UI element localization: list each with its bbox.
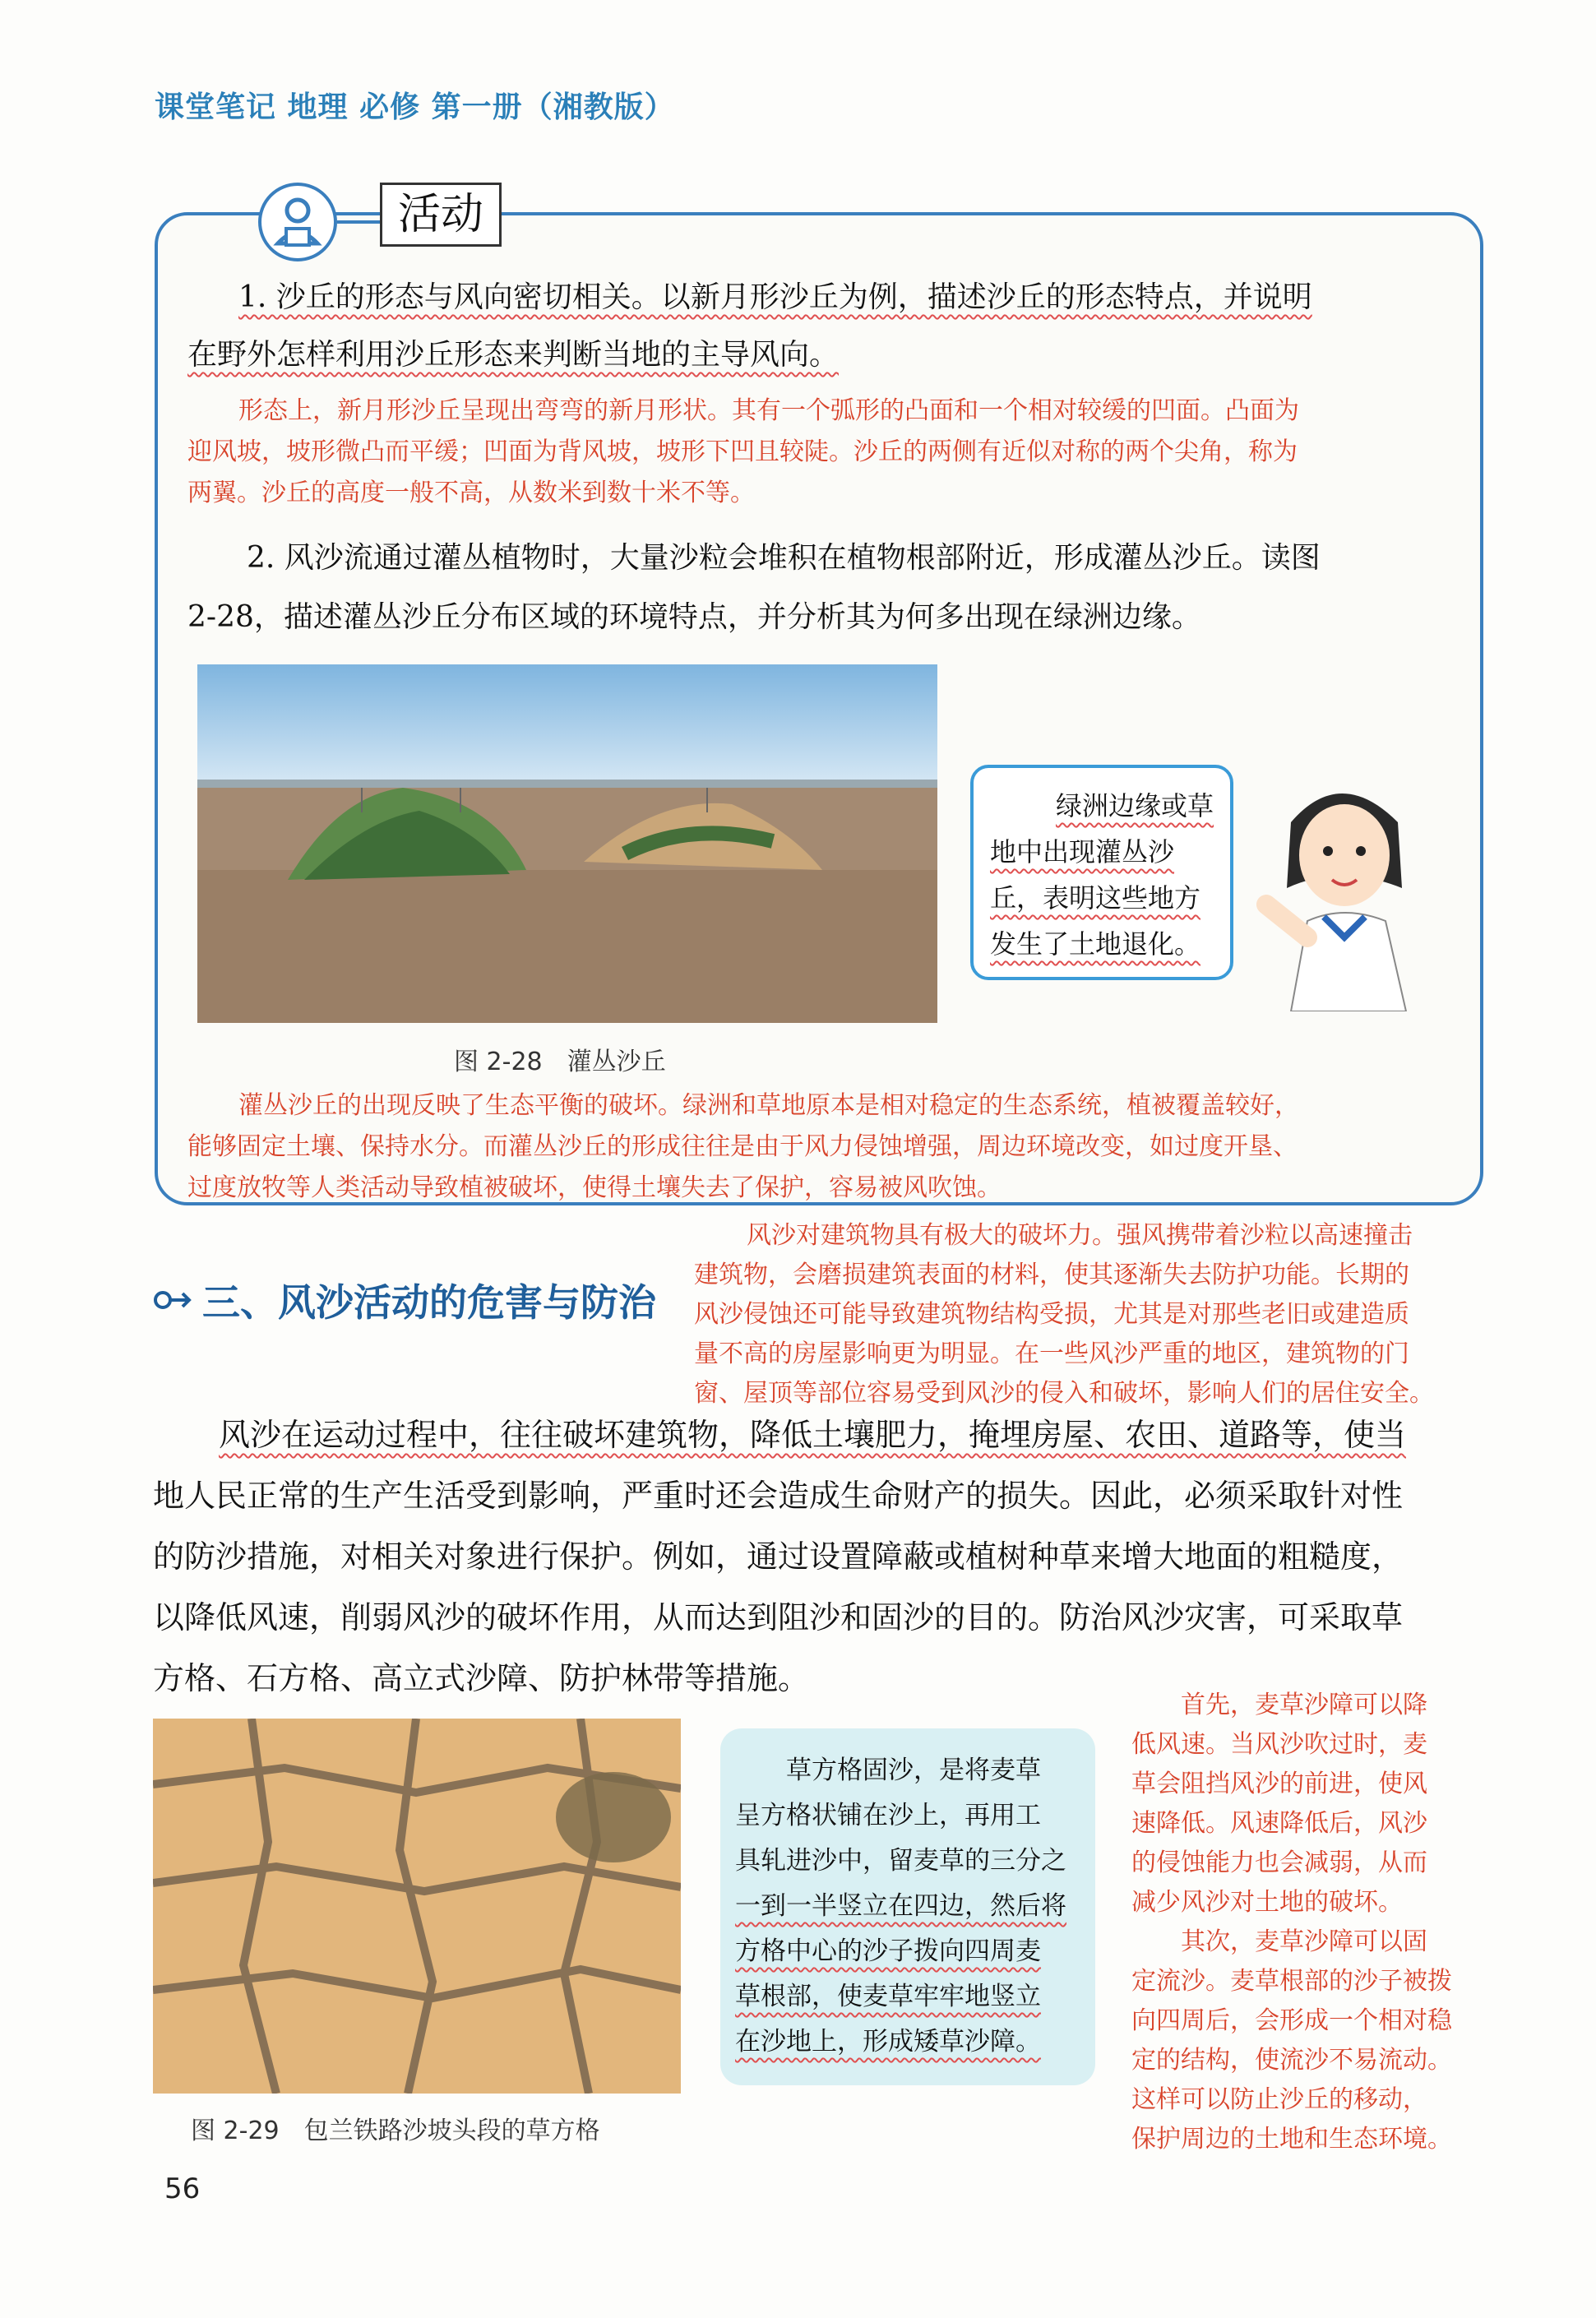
grass-grid-note-line: 方格中心的沙子拨向四周麦 <box>735 1936 1041 1966</box>
page-header-title: 课堂笔记 地理 必修 第一册（湘教版） <box>155 90 675 124</box>
grass-grid-note-line: 在沙地上，形成矮草沙障。 <box>735 2027 1041 2057</box>
student-girl-illustration <box>1233 765 1447 1011</box>
grass-grid-note-line: 呈方格状铺在沙上，再用工 <box>735 1801 1041 1830</box>
margin-note-2-line: 减少风沙对土地的破坏。 <box>1131 1888 1403 1917</box>
margin-note-1-line: 风沙对建筑物具有极大的破坏力。强风携带着沙粒以高速撞击 <box>747 1221 1413 1250</box>
answer-1-line-3: 两翼。沙丘的高度一般不高，从数米到数十米不等。 <box>187 479 755 507</box>
margin-note-1-line: 窗、屋顶等部位容易受到风沙的侵入和破坏，影响人们的居住安全。 <box>694 1379 1434 1408</box>
grass-grid-note-line: 具轧进沙中，留麦草的三分之 <box>735 1846 1066 1876</box>
grass-grid-note-line: 草方格固沙，是将麦草 <box>786 1756 1041 1785</box>
speech-line: 地中出现灌丛沙 <box>990 836 1175 868</box>
body-line-3: 的防沙措施，对相关对象进行保护。例如，通过设置障蔽或植树种草来增大地面的粗糙度， <box>153 1538 1404 1575</box>
speech-line: 发生了土地退化。 <box>990 928 1201 960</box>
body-line-4: 以降低风速，削弱风沙的破坏作用，从而达到阻沙和固沙的目的。防治风沙灾害，可采取草 <box>153 1599 1404 1636</box>
margin-note-1-line: 风沙侵蚀还可能导致建筑物结构受损，尤其是对那些老旧或建造质 <box>694 1300 1409 1329</box>
figure-2-29-photo <box>153 1719 681 2094</box>
answer-2-line-1: 灌丛沙丘的出现反映了生态平衡的破坏。绿洲和草地原本是相对稳定的生态系统，植被覆盖较好， <box>238 1091 1299 1120</box>
question-1-line-1: 1. 沙丘的形态与风向密切相关。以新月形沙丘为例，描述沙丘的形态特点，并说明 <box>238 280 1312 314</box>
answer-1-line-1: 形态上，新月形沙丘呈现出弯弯的新月形状。其有一个弧形的凸面和一个相对较缓的凹面。凸面为 <box>238 396 1299 425</box>
margin-note-2-line: 保护周边的土地和生态环境。 <box>1131 2125 1452 2154</box>
section-arrow-icon <box>153 1288 196 1316</box>
margin-note-2-line: 其次，麦草沙障可以固 <box>1181 1927 1427 1956</box>
margin-note-2-line: 这样可以防止沙丘的移动， <box>1131 2085 1427 2114</box>
margin-note-2-line: 速降低。风速降低后，风沙 <box>1131 1809 1427 1838</box>
grass-grid-note-line: 一到一半竖立在四边，然后将 <box>735 1891 1066 1921</box>
margin-note-2-line: 的侵蚀能力也会减弱，从而 <box>1131 1848 1427 1877</box>
activity-connector-line <box>337 220 380 224</box>
margin-note-2-line: 向四周后，会形成一个相对稳 <box>1131 2006 1452 2035</box>
margin-note-2-line: 定的结构，使流沙不易流动。 <box>1131 2046 1452 2075</box>
margin-note-2-line: 草会阻挡风沙的前进，使风 <box>1131 1770 1427 1798</box>
margin-note-1-line: 建筑物，会磨损建筑表面的材料，使其逐渐失去防护功能。长期的 <box>694 1261 1409 1289</box>
section-title: 三、风沙活动的危害与防治 <box>202 1280 656 1325</box>
speech-line: 绿洲边缘或草 <box>1055 790 1214 821</box>
body-line-2: 地人民正常的生产生活受到影响，严重时还会造成生命财产的损失。因此，必须采取针对性 <box>153 1478 1404 1514</box>
figure-2-28-photo <box>197 664 937 1023</box>
body-line-1: 风沙在运动过程中，往往破坏建筑物，降低土壤肥力，掩埋房屋、农田、道路等，使当 <box>219 1417 1407 1453</box>
answer-2-line-3: 过度放牧等人类活动导致植被破坏，使得土壤失去了保护，容易被风吹蚀。 <box>187 1173 1002 1202</box>
margin-note-2-line: 首先，麦草沙障可以降 <box>1181 1691 1427 1719</box>
figure-2-28-caption: 图 2-28 灌丛沙丘 <box>454 1048 666 1076</box>
reader-icon <box>258 183 337 261</box>
question-2-line-2: 2-28，描述灌丛沙丘分布区域的环境特点，并分析其为何多出现在绿洲边缘。 <box>187 600 1201 634</box>
grass-grid-note-line: 草根部，使麦草牢牢地竖立 <box>735 1982 1041 2011</box>
margin-note-2-line: 低风速。当风沙吹过时，麦 <box>1131 1730 1427 1759</box>
question-1-line-2: 在野外怎样利用沙丘形态来判断当地的主导风向。 <box>187 338 840 372</box>
grass-grid-note-box <box>720 1728 1095 2085</box>
margin-note-1-line: 量不高的房屋影响更为明显。在一些风沙严重的地区，建筑物的门 <box>694 1339 1409 1368</box>
answer-1-line-2: 迎风坡，坡形微凸而平缓；凹面为背风坡，坡形下凹且较陡。沙丘的两侧有近似对称的两个尖角，称为 <box>187 437 1298 466</box>
page-number: 56 <box>164 2172 201 2205</box>
activity-label: 活动 <box>380 183 502 247</box>
margin-note-2-line: 定流沙。麦草根部的沙子被拨 <box>1131 1967 1452 1996</box>
question-2-line-1: 2. 风沙流通过灌丛植物时，大量沙粒会堆积在植物根部附近，形成灌丛沙丘。读图 <box>247 541 1321 575</box>
speech-line: 丘，表明这些地方 <box>990 882 1201 914</box>
figure-2-29-caption: 图 2-29 包兰铁路沙坡头段的草方格 <box>191 2117 600 2145</box>
body-line-5: 方格、石方格、高立式沙障、防护林带等措施。 <box>153 1660 810 1696</box>
answer-2-line-2: 能够固定土壤、保持水分。而灌丛沙丘的形成往往是由于风力侵蚀增强，周边环境改变，如过度开垦、 <box>187 1132 1298 1161</box>
girl-speech-bubble <box>970 765 1233 980</box>
